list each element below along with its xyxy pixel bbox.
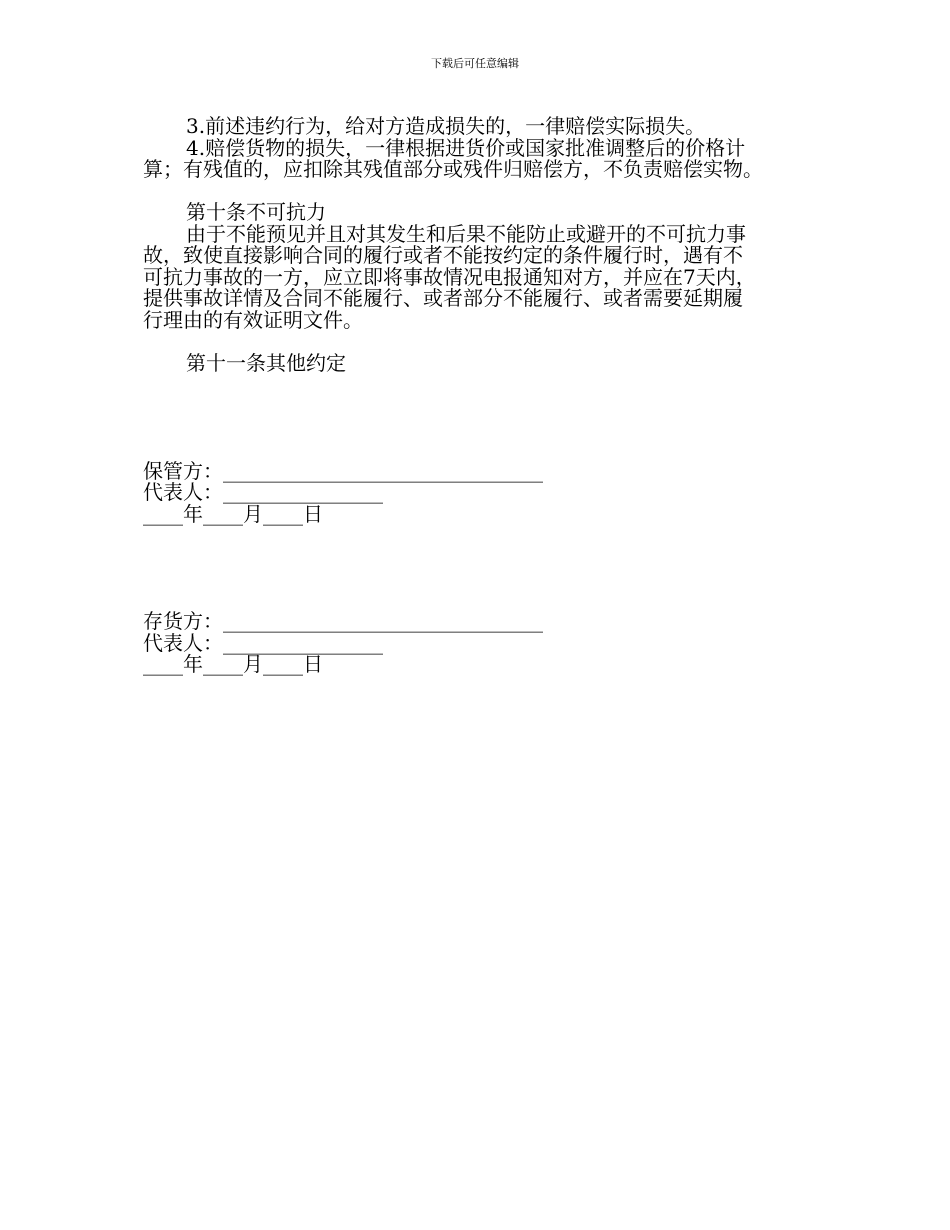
article-10-line-3: 可抗力事故的一方，应立即将事故情况电报通知对方，并应在7天内， (143, 264, 756, 289)
document-body (143, 116, 803, 676)
depositor-representative-line: 代表人：________________ (143, 630, 383, 655)
article-10-title: 第十条不可抗力 (186, 200, 326, 224)
custodian-representative-line: 代表人：________________ (143, 480, 383, 504)
clause-3: 3.前述违约行为，给对方造成损失的，一律赔偿实际损失。 (186, 114, 706, 138)
article-10-line-4: 提供事故详情及合同不能履行、或者部分不能履行、或者需要延期履 (143, 286, 743, 310)
article-10-line-2: 故，致使直接影响合同的履行或者不能按约定的条件履行时，遇有不 (143, 243, 743, 267)
page-header-note: 下载后可任意编辑 (431, 57, 519, 70)
article-11-title: 第十一条其他约定 (186, 351, 346, 375)
custodian-party-line: 保管方：________________________________ (143, 458, 543, 483)
depositor-party-line: 存货方：________________________________ (143, 609, 543, 633)
depositor-date-line: ____年____月____日 (143, 652, 323, 676)
custodian-date-line: ____年____月____日 (143, 501, 323, 526)
clause-4-line-1: 4.赔偿货物的损失，一律根据进货价或国家批准调整后的价格计 (186, 135, 746, 160)
clause-4-line-2: 算；有残值的，应扣除其残值部分或残件归赔偿方，不负责赔偿实物。 (143, 157, 763, 181)
article-10-line-1: 由于不能预见并且对其发生和后果不能防止或避开的不可抗力事 (186, 221, 746, 246)
article-10-line-5: 行理由的有效证明文件。 (143, 307, 363, 332)
depositor-signature-block (143, 611, 803, 676)
custodian-signature-block (143, 458, 803, 526)
